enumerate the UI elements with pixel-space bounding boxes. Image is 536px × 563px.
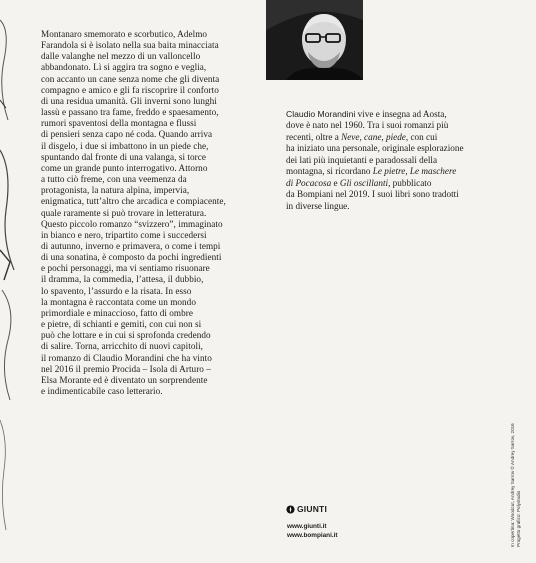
synopsis-line: e pochi personaggi, ma vi sentiamo risuonare	[41, 263, 210, 274]
synopsis-line: di salire. Torna, arricchito di nuovi capitoli,	[41, 341, 204, 352]
synopsis-line: in bianco e nero, tripartito come i succedersi	[41, 229, 207, 240]
synopsis-line: di una sonatina, è composto da pochi ingredienti	[41, 252, 222, 263]
author-name: Claudio Morandini	[286, 109, 356, 119]
book-title: di Pocacosa	[286, 177, 332, 188]
synopsis-line: nel 2016 il premio Procida – Isola di Arturo –	[41, 363, 211, 374]
synopsis-text	[41, 29, 279, 397]
book-title: Le pietre, Le maschere	[372, 166, 457, 177]
synopsis-line: di autunno, inverno e primavera, o come i tempi	[41, 240, 221, 251]
author-portrait	[266, 0, 363, 80]
synopsis-line: la montagna è raccontata come un mondo	[41, 296, 196, 307]
synopsis-line: enigmatica, tutt’altro che arcadica e compiacente,	[41, 196, 226, 207]
book-title: Gli oscillanti	[339, 177, 389, 188]
giunti-logo-icon	[286, 505, 295, 514]
synopsis-line: abbandonato. Lì si aggira tra sogno e veglia,	[41, 62, 207, 73]
bompiani-website-link[interactable]: www.bompiani.it	[287, 532, 338, 539]
synopsis-line: di una residua umanità. Gli inverni sono lunghi	[41, 95, 217, 106]
synopsis-line: quale raramente si può trovare in letteratura.	[41, 207, 207, 218]
synopsis-line: primordiale e minaccioso, fatto di ombre	[41, 307, 194, 318]
publisher-links	[287, 522, 338, 540]
synopsis-line: con accanto un cane senza nome che gli diventa	[41, 73, 220, 84]
synopsis-line: lo spavento, l’assurdo e la risata. In esso	[41, 285, 192, 296]
synopsis-line: Questo piccolo romanzo “svizzero”, immaginato	[41, 218, 223, 229]
cover-credits: In copertina: Woodcut, Andrey Sarrov © Andrey Sarrov, 2016 Progetto grafico: Polystudio	[510, 423, 521, 547]
synopsis-line: a tutto ciò freme, con una veemenza da	[41, 174, 187, 185]
book-title: Neve, cane, piede	[341, 131, 406, 142]
synopsis-line: come un grande punto interrogativo. Attorno	[41, 162, 208, 173]
publisher-logo	[286, 503, 327, 515]
synopsis-line: e pietre, di schianti e gemiti, con cui non si	[41, 319, 202, 330]
synopsis-line: Farandola si è isolato nella sua baita minacciata	[41, 40, 219, 51]
synopsis-line: protagonista, la natura alpina, impervia,	[41, 185, 190, 196]
synopsis-line: lassù e passano tra fame, freddo e spaesamento,	[41, 107, 219, 118]
synopsis-line: Montanaro smemorato e scorbutico, Adelmo	[41, 29, 208, 39]
synopsis-line: e indimenticabile caso letterario.	[41, 386, 163, 396]
synopsis-line: di pensieri senza capo né coda. Quando arriva	[41, 129, 213, 140]
synopsis-line: il dramma, la commedia, l’attesa, il dubbio,	[41, 274, 204, 285]
synopsis-line: può che lottare e in cui si sprofonda credendo	[41, 330, 211, 341]
giunti-website-link[interactable]: www.giunti.it	[287, 523, 327, 530]
left-edge-woodcut-strip	[0, 0, 26, 563]
synopsis-line: Elsa Morante ed è diventato un sorprendente	[41, 374, 208, 385]
synopsis-line: spuntando dal fronte di una valanga, si torce	[41, 151, 207, 162]
publisher-name: GIUNTI	[297, 504, 328, 514]
author-bio: Claudio Morandini vive e insegna ad Aosta, dove è nato nel 1960. Tra i suoi romanzi più recenti, oltre a Neve, cane, piede, con cui ha iniziato una personale, originale esplorazione dei lati più inquietanti e paradossali della montagna, si ricordano Le pietre, Le maschere di Pocacosa e Gli oscillanti, pubblicato da Bompiani nel 2019. I suoi libri sono tradotti in diverse lingue.	[286, 109, 464, 211]
synopsis-line: dalle valanghe nel mezzo di un valloncello	[41, 51, 201, 62]
synopsis-line: compagno e amico e gli fa riscoprire il conforto	[41, 84, 219, 95]
synopsis-line: il disgelo, i due si imbattono in un piede che,	[41, 140, 209, 151]
synopsis-line: rumori spaventosi della montagna e flussi	[41, 118, 197, 129]
synopsis-line: il romanzo di Claudio Morandini che ha vinto	[41, 352, 212, 363]
